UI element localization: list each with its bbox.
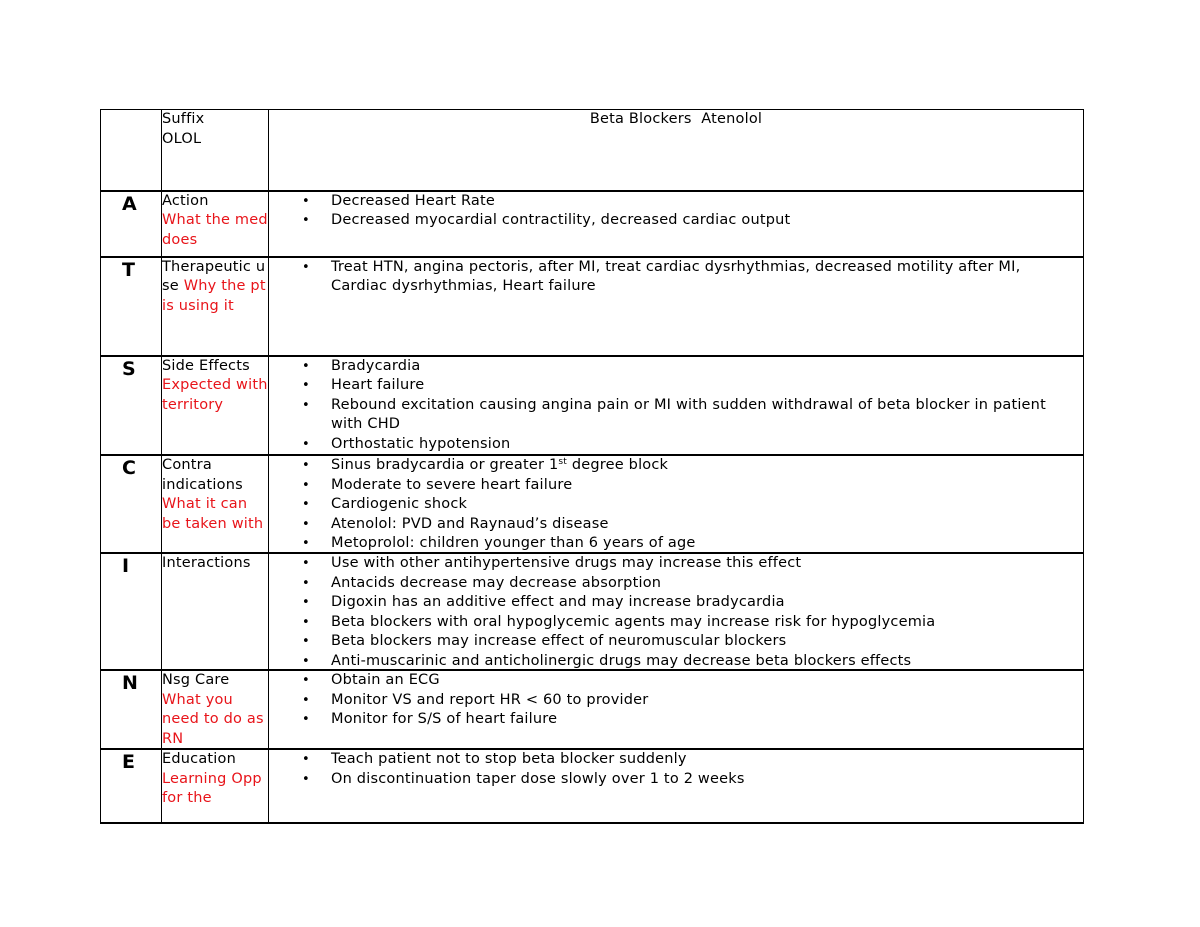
row-content-cell: [269, 553, 1084, 670]
row-label-cell: [162, 455, 269, 553]
list-item: • Teach patient not to stop beta blocker suddenly: [269, 750, 1053, 770]
row-label-hint: What you need to do as RN: [162, 691, 264, 747]
row-letter: A: [122, 192, 137, 215]
list-item: • Obtain an ECG: [269, 671, 1053, 691]
row-label-cell: [162, 749, 269, 823]
bullet-list: [269, 671, 1083, 730]
list-item: • Cardiogenic shock: [269, 495, 1053, 515]
list-item: • Beta blockers may increase effect of neuromuscular blockers: [269, 632, 1053, 652]
row-letter: I: [122, 555, 130, 577]
list-item-text-end: degree block: [567, 457, 669, 473]
table-row-nursing-care: [101, 670, 1084, 749]
row-letter: N: [122, 672, 139, 694]
row-content-cell: [269, 670, 1084, 749]
suffix-cell: [162, 110, 269, 191]
row-label: Interactions: [162, 555, 251, 571]
bullet-list: [269, 456, 1083, 552]
row-label-cell: [162, 257, 269, 356]
row-content-cell: [269, 191, 1084, 257]
row-label-cell: [162, 553, 269, 670]
row-content-cell: [269, 356, 1084, 456]
bullet-list: [269, 258, 1083, 297]
list-item: • Antacids decrease may decrease absorption: [269, 574, 1053, 594]
row-label-cell: [162, 670, 269, 749]
list-item: • Treat HTN, angina pectoris, after MI, treat cardiac dysrhythmias, decreased motility after MI, Cardiac dysrhythmias, Heart failure: [269, 258, 1053, 297]
table-row-interactions: [101, 553, 1084, 670]
table-row-therapeutic: [101, 257, 1084, 356]
row-letter-cell: [101, 670, 162, 749]
list-item: • Digoxin has an additive effect and may increase bradycardia: [269, 593, 1053, 613]
row-content-cell: [269, 749, 1084, 823]
list-item: • Bradycardia: [269, 357, 1053, 377]
list-item: • Monitor for S/S of heart failure: [269, 710, 1053, 730]
drug-title-cell: [269, 110, 1084, 191]
bullet-list: [269, 750, 1083, 789]
ordinal-suffix: st: [558, 457, 568, 467]
atisine-drug-table: [100, 109, 1084, 824]
row-label: Nsg Care: [162, 672, 230, 688]
list-item: • Moderate to severe heart failure: [269, 476, 1053, 496]
table-row-contraindications: [101, 455, 1084, 553]
row-letter: S: [122, 357, 136, 380]
row-label-hint: What it can be taken with: [162, 496, 264, 532]
table-row-side-effects: [101, 356, 1084, 456]
row-label-cell: [162, 191, 269, 257]
row-content-cell: [269, 257, 1084, 356]
row-content-cell: [269, 455, 1084, 553]
bullet-list: [269, 192, 1083, 231]
row-label-hint: Learning Opp for the: [162, 770, 262, 806]
suffix-label: Suffix: [162, 111, 205, 127]
row-label: Side Effects: [162, 357, 250, 374]
row-letter-cell: [101, 455, 162, 553]
list-item: • Heart failure: [269, 376, 1053, 396]
list-item: • Rebound excitation causing angina pain or MI with sudden withdrawal of beta blocker in patient with CHD: [269, 396, 1053, 435]
bullet-list: [269, 554, 1083, 669]
row-letter-cell: [101, 257, 162, 356]
row-letter: T: [122, 258, 136, 281]
list-item: [269, 456, 1053, 476]
row-letter-cell: [101, 356, 162, 456]
list-item-text-start: Sinus bradycardia or greater 1: [331, 457, 559, 473]
list-item: • Atenolol: PVD and Raynaud’s disease: [269, 515, 1053, 535]
row-label: Action: [162, 192, 209, 209]
row-label-cell: [162, 356, 269, 456]
list-item: • Anti-muscarinic and anticholinergic drugs may decrease beta blockers effects: [269, 652, 1053, 670]
list-item: • Orthostatic hypotension: [269, 435, 1053, 455]
list-item: • Decreased myocardial contractility, decreased cardiac output: [269, 211, 1053, 231]
row-label: Contra indications: [162, 457, 243, 493]
row-letter: E: [122, 751, 136, 773]
list-item: • Beta blockers with oral hypoglycemic agents may increase risk for hypoglycemia: [269, 613, 1053, 633]
header-row: [101, 110, 1084, 191]
row-label-hint: Expected with territory: [162, 377, 268, 413]
list-item: • Metoprolol: children younger than 6 years of age: [269, 534, 1053, 552]
row-letter: C: [122, 457, 137, 479]
header-letter-cell: [101, 110, 162, 191]
row-label-hint: What the med does: [162, 212, 268, 248]
suffix-value: OLOL: [162, 130, 202, 147]
row-letter-cell: [101, 749, 162, 823]
list-item: • Decreased Heart Rate: [269, 192, 1053, 212]
list-item: • Monitor VS and report HR < 60 to provider: [269, 691, 1053, 711]
row-label: Education: [162, 751, 236, 767]
list-item: • On discontinuation taper dose slowly over 1 to 2 weeks: [269, 770, 1053, 790]
row-letter-cell: [101, 553, 162, 670]
table-row-education: [101, 749, 1084, 823]
list-item: • Use with other antihypertensive drugs may increase this effect: [269, 554, 1053, 574]
row-label-hint: Why the pt is using it: [162, 278, 266, 314]
row-label: Therapeutic use: [162, 258, 266, 294]
table-row-action: [101, 191, 1084, 257]
row-letter-cell: [101, 191, 162, 257]
drug-title: Beta Blockers Atenolol: [589, 111, 763, 127]
bullet-list: [269, 357, 1083, 455]
